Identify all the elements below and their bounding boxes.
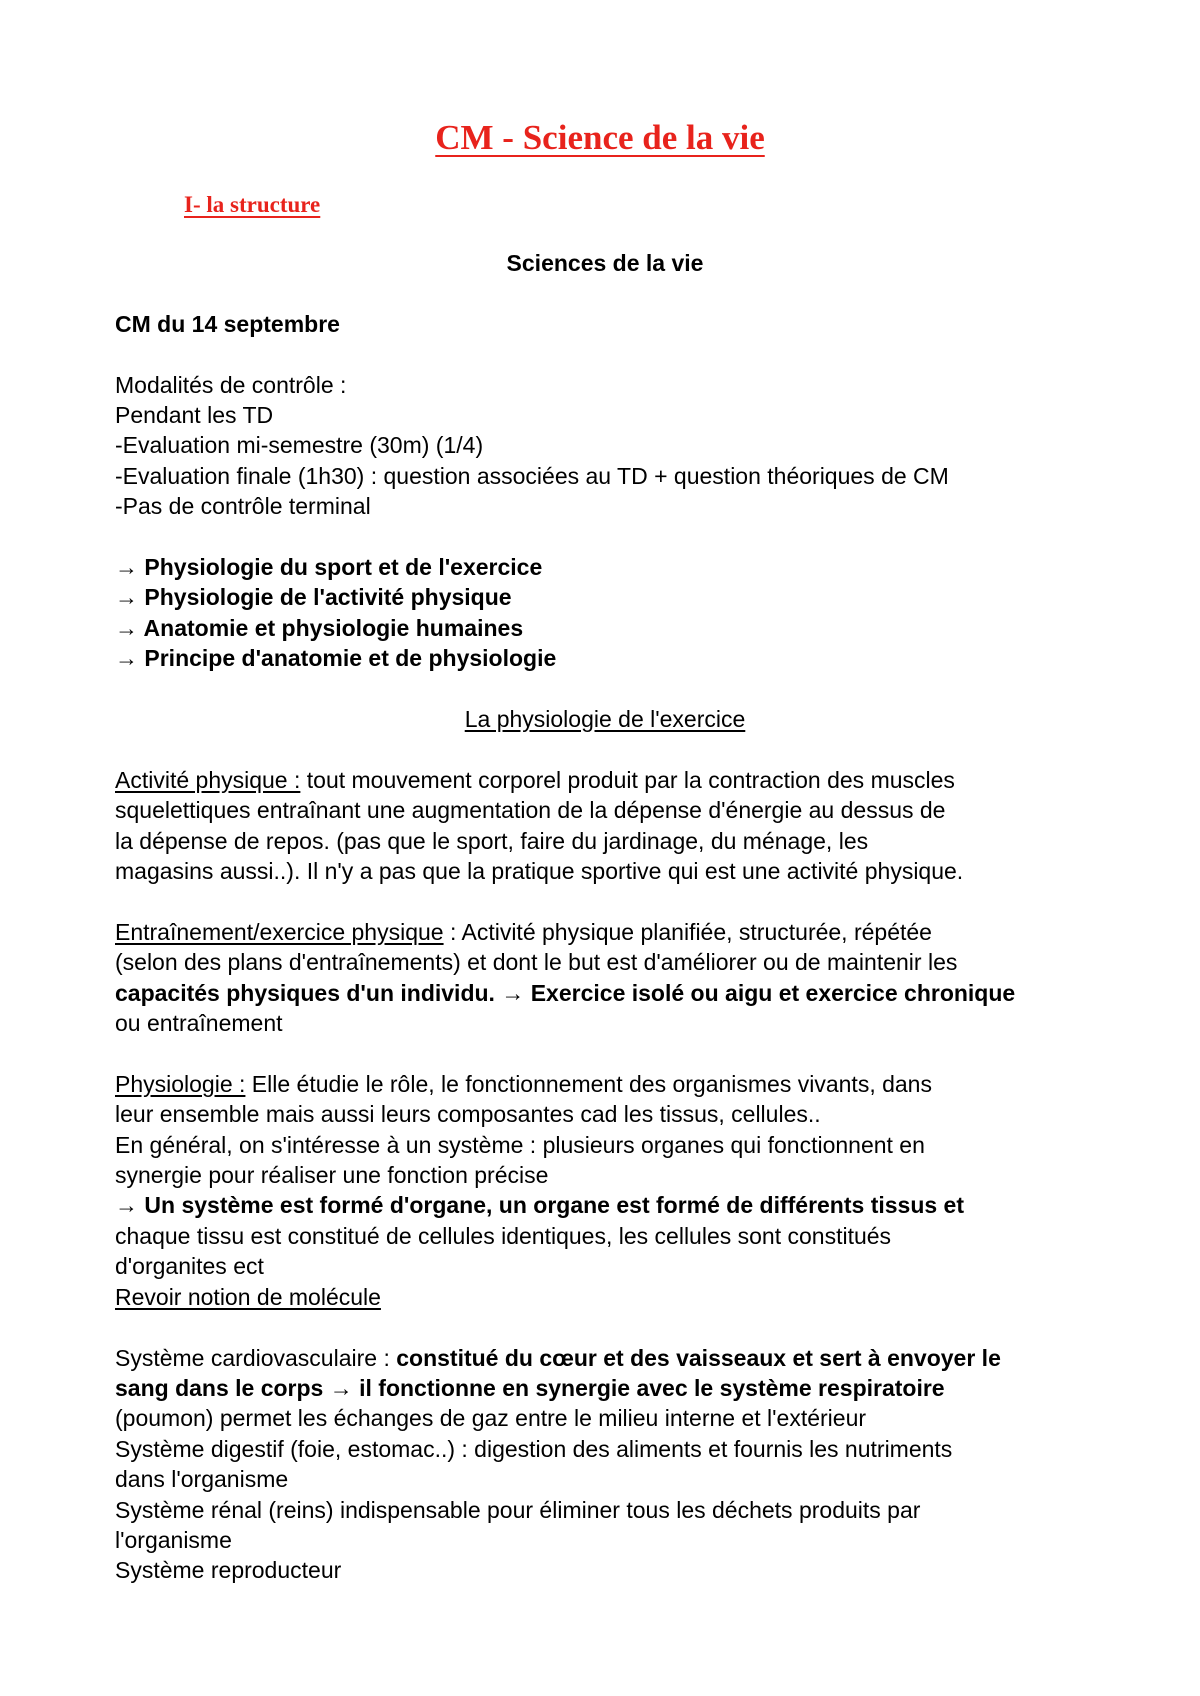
entrainement-line: ou entraînement (115, 1010, 283, 1037)
activite-definition: tout mouvement corporel produit par la contraction des muscles (300, 766, 955, 793)
section-heading: I- la structure (184, 192, 321, 217)
modalites-line: -Evaluation mi-semestre (30m) (1/4) (115, 432, 484, 459)
renal-line: Système rénal (reins) indispensable pour éliminer tous les déchets produits par (115, 1496, 921, 1523)
physiologie-line: d'organites ect (115, 1253, 264, 1280)
subtitle: Sciences de la vie (506, 250, 704, 276)
modalites-line: Pendant les TD (115, 402, 274, 428)
modalites-heading: Modalités de contrôle : (115, 371, 347, 398)
reproducteur-line: Système reproducteur (115, 1557, 342, 1584)
document-title: CM - Science de la vie (435, 118, 765, 157)
digestif-line: dans l'organisme (115, 1466, 289, 1493)
entrainement-line: capacités physiques d'un individu. → Exercice isolé ou aigu et exercice chronique (115, 979, 1016, 1006)
cardio-line: (poumon) permet les échanges de gaz entre le milieu interne et l'extérieur (115, 1405, 867, 1432)
reference-item: → Principe d'anatomie et de physiologie (115, 645, 557, 672)
activite-term: Activité physique : (115, 766, 301, 793)
physiologie-term: Physiologie : (115, 1070, 246, 1097)
date-heading: CM du 14 septembre (115, 310, 340, 337)
digestif-line: Système digestif (foie, estomac..) : digestion des aliments et fournis les nutriments (115, 1435, 953, 1462)
physiologie-line: → Un système est formé d'organe, un organe est formé de différents tissus et (115, 1192, 965, 1219)
physiologie-line: En général, on s'intéresse à un système : plusieurs organes qui fonctionnent en (115, 1131, 925, 1158)
modalites-line: -Pas de contrôle terminal (115, 493, 371, 520)
activite-line: magasins aussi..). Il n'y a pas que la pratique sportive qui est une activité physique. (115, 858, 964, 885)
physiologie-line: chaque tissu est constitué de cellules identiques, les cellules sont constitués (115, 1222, 892, 1249)
reference-item: → Physiologie de l'activité physique (115, 584, 512, 611)
physiologie-line: leur ensemble mais aussi leurs composantes cad les tissus, cellules.. (115, 1101, 821, 1128)
activite-line: la dépense de repos. (pas que le sport, faire du jardinage, du ménage, les (115, 827, 869, 854)
cardio-bold: constitué du cœur et des vaisseaux et sert à envoyer le (396, 1344, 1001, 1371)
cardio-label: Système cardiovasculaire : (115, 1344, 397, 1371)
revoir-molecule: Revoir notion de molécule (115, 1283, 381, 1310)
activite-line: squelettiques entraînant une augmentation de la dépense d'énergie au dessus de (115, 797, 946, 824)
physio-exercice-heading: La physiologie de l'exercice (464, 706, 746, 733)
reference-item: → Physiologie du sport et de l'exercice (115, 554, 543, 581)
entrainement-definition: : Activité physique planifiée, structurée, répétée (443, 918, 932, 945)
physiologie-line: synergie pour réaliser une fonction précise (115, 1162, 549, 1189)
cardio-line: sang dans le corps → il fonctionne en synergie avec le système respiratoire (115, 1374, 945, 1401)
document-body (115, 248, 1095, 1586)
entrainement-term: Entraînement/exercice physique (115, 918, 444, 945)
reference-item: → Anatomie et physiologie humaines (115, 614, 524, 641)
modalites-line: -Evaluation finale (1h30) : question associées au TD + question théoriques de CM (115, 462, 949, 489)
renal-line: l'organisme (115, 1526, 232, 1553)
physiologie-definition: Elle étudie le rôle, le fonctionnement des organismes vivants, dans (245, 1070, 932, 1097)
entrainement-line: (selon des plans d'entraînements) et dont le but est d'améliorer ou de maintenir les (115, 949, 958, 976)
